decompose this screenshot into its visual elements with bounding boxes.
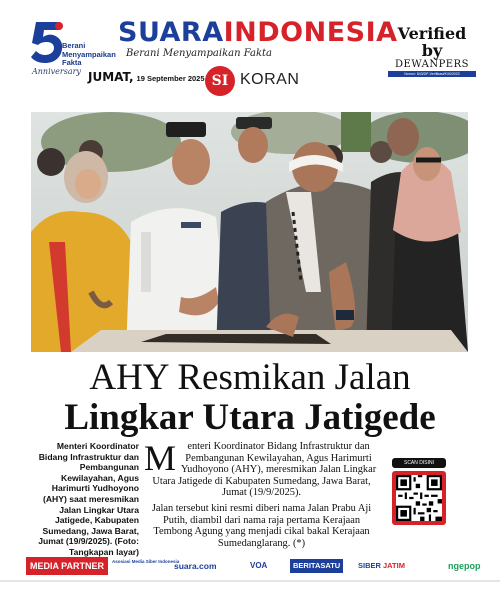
partner-amsi[interactable]: Asosiasi Media Siber Indonesia bbox=[112, 559, 180, 564]
photo-illustration bbox=[31, 112, 468, 352]
scan-box[interactable] bbox=[392, 458, 446, 525]
scan-label: SCAN DISINI bbox=[392, 458, 446, 468]
brand-name bbox=[118, 17, 398, 48]
headline-line2: Lingkar Utara Jatigede bbox=[64, 397, 436, 438]
headline bbox=[0, 358, 500, 438]
partner-siber-jatim[interactable] bbox=[358, 559, 405, 573]
article-paragraph-1 bbox=[144, 438, 379, 499]
anniversary-script: Anniversary bbox=[32, 67, 81, 76]
brand-suara: SUARA bbox=[118, 17, 224, 48]
issue-day: JUMAT, bbox=[88, 70, 134, 84]
partner-ngepop[interactable]: ngepop bbox=[448, 561, 481, 571]
newspaper-masthead[interactable] bbox=[118, 17, 398, 59]
news-photo bbox=[31, 112, 468, 352]
media-partner-badge: MEDIA PARTNER bbox=[26, 557, 108, 575]
verified-by: Verified by bbox=[397, 24, 467, 60]
qr-code-icon[interactable] bbox=[396, 475, 442, 521]
media-partner-bar bbox=[26, 557, 481, 575]
verified-number: Nomor: 843/DP-Verifikasi/K/III/2023 bbox=[388, 71, 476, 77]
anniversary-five-icon bbox=[30, 20, 64, 64]
bottom-rule bbox=[0, 580, 500, 582]
issue-date: 19 September 2025 bbox=[136, 74, 205, 83]
dateline bbox=[88, 68, 205, 86]
qr-frame[interactable] bbox=[392, 471, 446, 525]
partner-siber-text: SIBER bbox=[358, 561, 381, 570]
article-paragraph-2: Jalan tersebut kini resmi diberi nama Jalan Prabu Aji Putih, diambil dari nama raja pertama Kerajaan Tembong Agung yang menjadi cikal bakal Kerajaan Sumedanglarang. (*) bbox=[151, 502, 372, 549]
photo-caption: Menteri Koordinator Bidang Infrastruktur dan Pembangunan Kewilayahan, Agus Harimurti Yudhoyono (AHY) saat meresmikan Jalan Lingkar Utara Jatigede, Kabupaten Sumedang, Jawa Barat, Jumat (19/9/2025). (Foto: Tangkapan layar) bbox=[38, 441, 139, 557]
section-name: KORAN bbox=[240, 71, 300, 88]
brand-indonesia: INDONESIA bbox=[223, 17, 398, 48]
partner-suara[interactable]: suara.com bbox=[174, 561, 217, 571]
article-body bbox=[144, 438, 379, 549]
dewan-pers: DEWANPERS bbox=[395, 59, 469, 70]
si-logo-icon: SI bbox=[205, 66, 235, 96]
brand-tagline: Berani Menyampaikan Fakta bbox=[126, 48, 272, 59]
headline-line1: AHY Resmikan Jalan bbox=[89, 357, 411, 398]
partner-beritasatu[interactable]: BERITASATU bbox=[290, 559, 343, 573]
masthead-header bbox=[0, 0, 500, 110]
partner-voa[interactable]: VOA bbox=[250, 561, 268, 570]
anniversary-tagline: Berani Menyampaikan Fakta bbox=[62, 41, 116, 67]
drop-cap: M bbox=[144, 438, 177, 478]
partner-jatim-text: JATIM bbox=[383, 561, 405, 570]
paragraph-1-text: enteri Koordinator Bidang Infrastruktur dan Pembangunan Kewilayahan, Agus Harimurti Yudhoyono (AHY), meresmikan Jalan Lingkar Utara Jatigede di Kabupaten Sumedang, Jawa Barat, Jumat (19/9/2025). bbox=[152, 441, 377, 499]
verified-badge bbox=[388, 25, 476, 77]
